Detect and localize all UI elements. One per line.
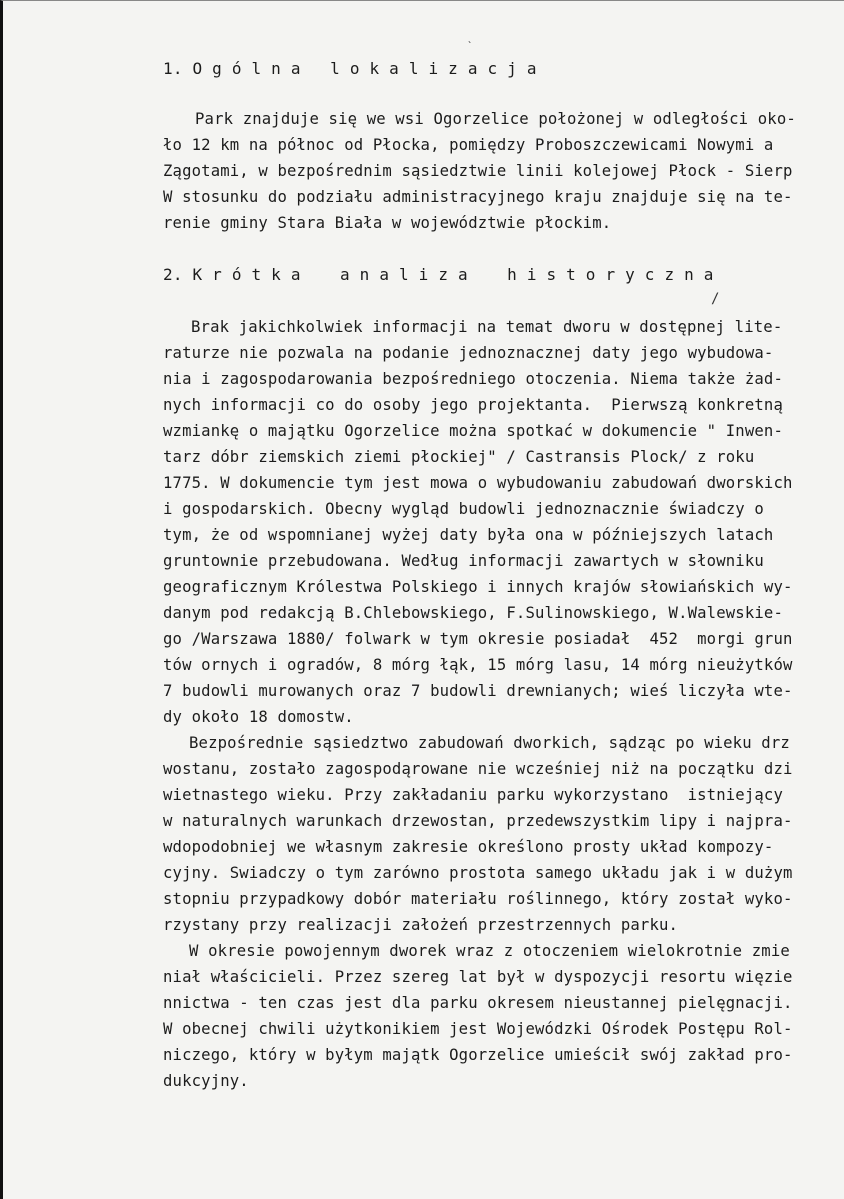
text-line: nia i zagospodarowania bezpośredniego otoczenia. Niema także żad- xyxy=(163,370,783,388)
section-1-heading: 1. O g ó l n a l o k a l i z a c j a xyxy=(163,59,537,78)
text-line: niał właścicieli. Przez szereg lat był w dyspozycji resortu więzie xyxy=(163,968,793,986)
text-line: tarz dóbr ziemskich ziemi płockiej" / Castransis Plock/ z roku xyxy=(163,448,755,466)
text-line: i gospodarskich. Obecny wygląd budowli jednoznacznie świadczy o xyxy=(163,500,764,518)
text-line: go /Warszawa 1880/ folwark w tym okresie posiadał 452 morgi grun xyxy=(163,630,793,648)
text-line: nych informacji co do osoby jego projektanta. Pierwszą konkretną xyxy=(163,396,783,414)
text-line: dy około 18 domostw. xyxy=(163,708,354,726)
text-line: wzmiankę o majątku Ogorzelice można spotkać w dokumencie " Inwen- xyxy=(163,422,783,440)
text-line: wdopodobniej we własnym zakresie określono prosty układ kompozy- xyxy=(163,838,774,856)
text-line: Brak jakichkolwiek informacji na temat dworu w dostępnej lite- xyxy=(191,318,783,336)
text-line: Zągotami, w bezpośrednim sąsiedztwie linii kolejowej Płock - Sierp xyxy=(163,162,793,180)
text-line: cyjny. Swiadczy o tym zarówno prostota samego układu jak i w dużym xyxy=(163,864,793,882)
text-line: W stosunku do podziału administracyjnego kraju znajduje się na te- xyxy=(163,188,793,206)
text-line: Park znajduje się we wsi Ogorzelice położonej w odległości oko- xyxy=(195,110,796,128)
text-line: gruntownie przebudowana. Według informacji zawartych w słowniku xyxy=(163,552,764,570)
text-line: renie gminy Stara Biała w województwie płockim. xyxy=(163,214,612,232)
text-line: W okresie powojennym dworek wraz z otoczeniem wielokrotnie zmie xyxy=(189,942,790,960)
pencil-mark: / xyxy=(711,291,720,307)
text-line: nnictwa - ten czas jest dla parku okresem nieustannej pielęgnacji. xyxy=(163,994,793,1012)
text-line: dukcyjny. xyxy=(163,1072,249,1090)
text-line: stopniu przypadkowy dobór materiału roślinnego, który został wyko- xyxy=(163,890,793,908)
text-line: w naturalnych warunkach drzewostan, przedewszystkim lipy i najpra- xyxy=(163,812,793,830)
text-line: rzystany przy realizacji założeń przestrzennych parku. xyxy=(163,916,679,934)
text-line: Bezpośrednie sąsiedztwo zabudowań dworkich, sądząc po wieku drz xyxy=(189,734,790,752)
text-line: wietnastego wieku. Przy zakładaniu parku wykorzystano istniejący xyxy=(163,786,783,804)
text-line: niczego, który w byłym majątk Ogorzelice umieścił swój zakład pro- xyxy=(163,1046,793,1064)
text-line: 1775. W dokumencie tym jest mowa o wybudowaniu zabudowań dworskich xyxy=(163,474,793,492)
text-line: tów ornych i ogradów, 8 mórg łąk, 15 mórg lasu, 14 mórg nieużytków xyxy=(163,656,793,674)
text-line: geograficznym Królestwa Polskiego i innych krajów słowiańskich wy- xyxy=(163,578,793,596)
text-line: raturze nie pozwala na podanie jednoznacznej daty jego wybudowa- xyxy=(163,344,774,362)
section-2-heading: 2. K r ó t k a a n a l i z a h i s t o r y c z n a xyxy=(163,265,714,284)
text-line: danym pod redakcją B.Chlebowskiego, F.Sulinowskiego, W.Walewskie- xyxy=(163,604,783,622)
text-line: ło 12 km na północ od Płocka, pomiędzy Proboszczewicami Nowymi a xyxy=(163,136,774,154)
pencil-mark: ` xyxy=(467,41,474,52)
text-line: tym, że od wspomnianej wyżej daty była ona w późniejszych latach xyxy=(163,526,774,544)
text-line: wostanu, zostało zagospodąrowane nie wcześniej niż na początku dzi xyxy=(163,760,793,778)
text-line: 7 budowli murowanych oraz 7 budowli drewnianych; wieś liczyła wte- xyxy=(163,682,793,700)
text-line: W obecnej chwili użytkonikiem jest Wojewódzki Ośrodek Postępu Rol- xyxy=(163,1020,793,1038)
